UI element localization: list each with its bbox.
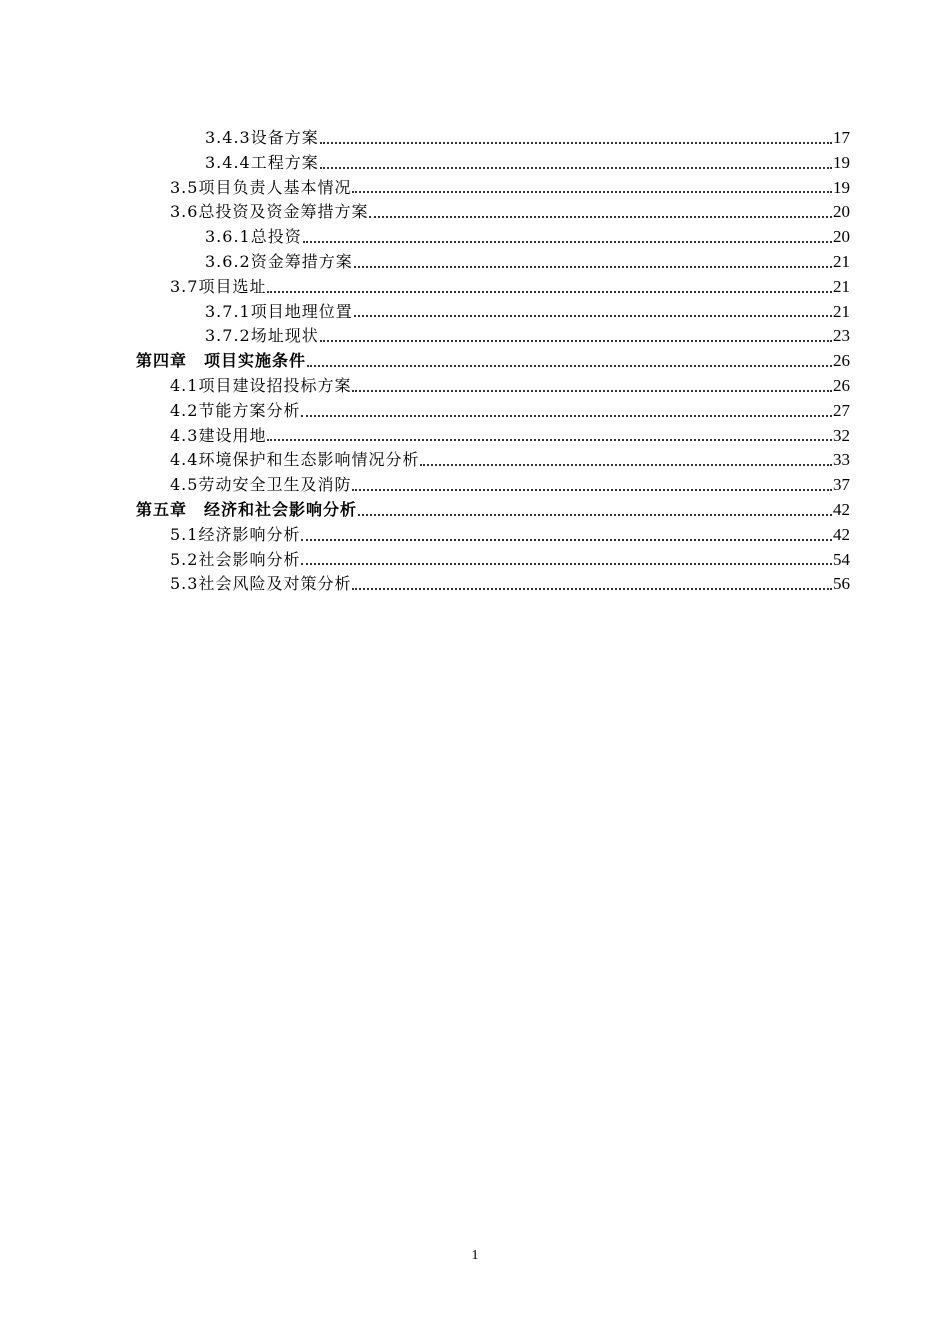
- toc-entry-title: 4.4环境保护和生态影响情况分析: [170, 450, 420, 470]
- toc-entry[interactable]: [136, 300, 850, 325]
- toc-entry-title: 3.6.2资金筹措方案: [205, 251, 353, 271]
- toc-leader-dots: [352, 190, 832, 193]
- toc-chapter-title: 第五章 经济和社会影响分析: [136, 499, 358, 519]
- toc-entry-page: 19: [833, 177, 850, 197]
- toc-entry-title: 3.7.2场址现状: [205, 326, 319, 346]
- toc-entry-page: 17: [833, 128, 850, 147]
- toc-leader-dots: [358, 513, 832, 516]
- toc-leader-dots: [320, 339, 832, 342]
- toc-entry[interactable]: [136, 374, 850, 399]
- toc-entry[interactable]: [136, 126, 850, 151]
- toc-entry-page: 42: [833, 524, 850, 544]
- toc-entry-page: 56: [833, 574, 850, 594]
- toc-leader-dots: [354, 314, 832, 317]
- toc-entry-title: 3.7.1项目地理位置: [205, 301, 353, 321]
- toc-entry-page: 21: [833, 251, 850, 271]
- toc-entry-title: 4.1项目建设招投标方案: [170, 375, 352, 395]
- toc-entry-page: 20: [833, 202, 850, 222]
- toc-leader-dots: [320, 141, 832, 144]
- toc-entry[interactable]: [136, 275, 850, 300]
- toc-entry-title: 5.1经济影响分析: [170, 524, 301, 544]
- toc-leader-dots: [303, 240, 832, 243]
- toc-entry-title: 4.5劳动安全卫生及消防: [170, 475, 352, 495]
- toc-chapter-entry[interactable]: [136, 498, 850, 523]
- toc-entry[interactable]: [136, 250, 850, 275]
- toc-entry-title: 3.4.4工程方案: [205, 152, 319, 172]
- toc-leader-dots: [301, 538, 832, 541]
- toc-leader-dots: [369, 215, 832, 218]
- toc-chapter-title: 第四章 项目实施条件: [136, 351, 307, 371]
- toc-entry[interactable]: [136, 324, 850, 349]
- toc-entry[interactable]: [136, 572, 850, 597]
- toc-entry-page: 42: [833, 499, 850, 519]
- toc-entry-title: 4.3建设用地: [170, 425, 267, 445]
- toc-entry-title: 3.6.1总投资: [205, 227, 302, 247]
- toc-chapter-entry[interactable]: [136, 349, 850, 374]
- toc-entry-page: 33: [833, 450, 850, 470]
- toc-entry[interactable]: [136, 399, 850, 424]
- toc-entry[interactable]: [136, 176, 850, 201]
- toc-entry-page: 21: [833, 276, 850, 296]
- toc-entry[interactable]: [136, 151, 850, 176]
- toc-entry-title: 5.2社会影响分析: [170, 549, 301, 569]
- toc-entry[interactable]: [136, 548, 850, 573]
- toc-entry[interactable]: [136, 225, 850, 250]
- toc-entry-page: 37: [833, 475, 850, 495]
- toc-leader-dots: [301, 414, 832, 417]
- toc-entry-page: 20: [833, 227, 850, 247]
- toc-entry-title: 3.4.3设备方案: [205, 128, 319, 147]
- toc-entry-page: 32: [833, 425, 850, 445]
- toc-entry-title: 3.7项目选址: [170, 276, 267, 296]
- toc-entry[interactable]: [136, 523, 850, 548]
- toc-leader-dots: [420, 463, 832, 466]
- toc-entry[interactable]: [136, 200, 850, 225]
- table-of-contents: [136, 126, 850, 597]
- toc-entry-title: 4.2节能方案分析: [170, 400, 301, 420]
- toc-entry-page: 54: [833, 549, 850, 569]
- toc-entry[interactable]: [136, 424, 850, 449]
- toc-entry-page: 19: [833, 152, 850, 172]
- toc-leader-dots: [320, 166, 832, 169]
- page-number: 1: [471, 1248, 479, 1263]
- toc-entry-page: 26: [833, 375, 850, 395]
- toc-entry-page: 26: [833, 351, 850, 371]
- toc-entry-title: 3.5项目负责人基本情况: [170, 177, 352, 197]
- toc-entry[interactable]: [136, 448, 850, 473]
- toc-entry-page: 21: [833, 301, 850, 321]
- toc-leader-dots: [301, 562, 832, 565]
- toc-leader-dots: [307, 364, 832, 367]
- toc-leader-dots: [354, 265, 832, 268]
- toc-leader-dots: [352, 587, 832, 590]
- toc-entry-page: 23: [833, 326, 850, 346]
- toc-leader-dots: [352, 488, 832, 491]
- toc-entry-page: 27: [833, 400, 850, 420]
- toc-entry-title: 5.3社会风险及对策分析: [170, 574, 352, 594]
- toc-leader-dots: [267, 290, 832, 293]
- toc-leader-dots: [352, 389, 832, 392]
- toc-leader-dots: [267, 438, 832, 441]
- toc-entry-title: 3.6总投资及资金筹措方案: [170, 202, 369, 222]
- toc-entry[interactable]: [136, 473, 850, 498]
